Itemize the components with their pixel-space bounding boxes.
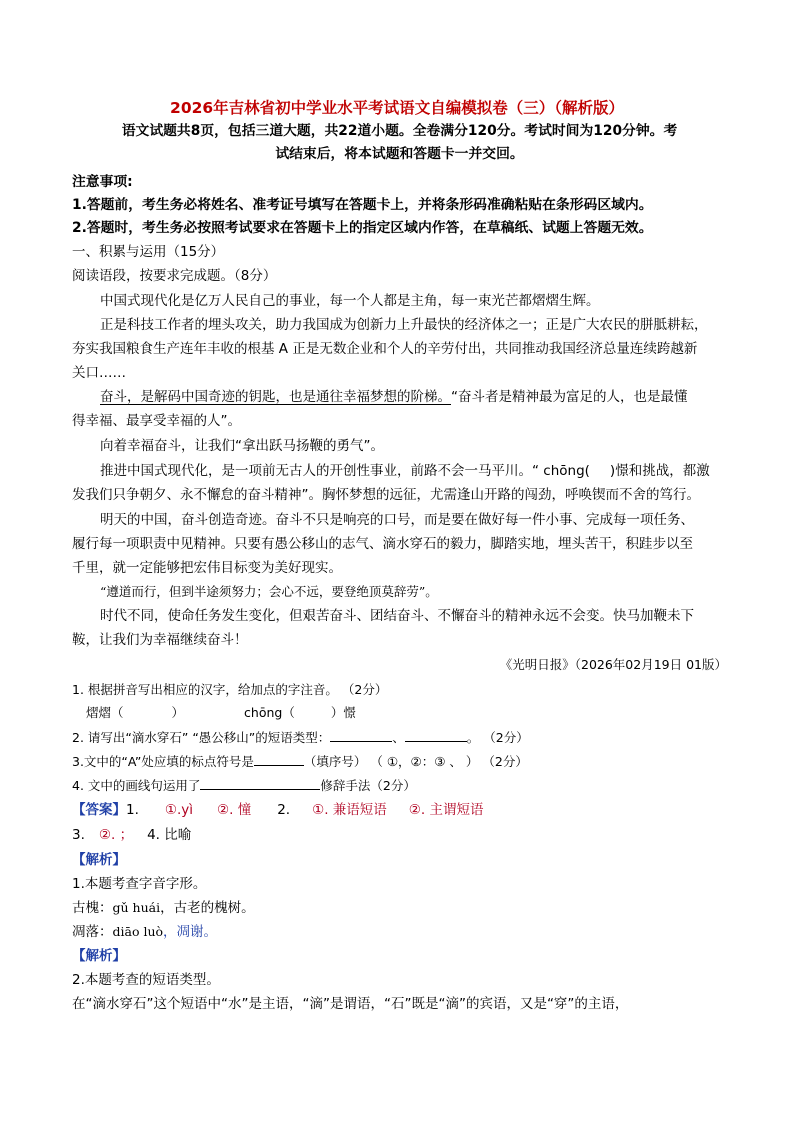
passage-quote: “遵道而行，但到半途须努力；会心不远，要登绝顶莫辞劳”。 bbox=[100, 584, 438, 599]
answer-line-2: 3. ②. ； 4. 比喻 bbox=[72, 827, 192, 843]
analysis-2-line-1: 2.本题考查的短语类型。 bbox=[72, 972, 220, 988]
passage-paragraph-1: 中国式现代化是亿万人民自己的事业，每一个人都是主角，每一束光芒都熠熠生辉。 bbox=[100, 293, 600, 309]
question-2: 2. 请写出“滴水穿石” “愚公移山”的短语类型： 、 。 （2分） bbox=[72, 727, 727, 748]
section-heading: 一、积累与运用（15分） bbox=[72, 244, 225, 260]
passage-paragraph-7a: 时代不同，使命任务发生变化，但艰苦奋斗、团结奋斗、不懈奋斗的精神永远不会变。快马加鞭未下 bbox=[100, 608, 694, 624]
page-title: 2026年吉林省初中学业水平考试语文自编模拟卷（三）（解析版） bbox=[170, 99, 624, 117]
passage-paragraph-3a: 奋斗，是解码中国奇迹的钥匙，也是通往幸福梦想的阶梯。“奋斗者是精神最为富足的人，也是最懂 bbox=[100, 389, 688, 405]
passage-paragraph-4: 向着幸福奋斗，让我们“拿出跃马扬鞭的勇气”。 bbox=[100, 438, 384, 454]
analysis-1-line-3: 凋落：diāo luò，凋谢。 bbox=[72, 924, 218, 940]
notes-item-2: 2.答题时，考生务必按照考试要求在答题卡上的指定区域内作答，在草稿纸、试题上答题无效。 bbox=[72, 220, 653, 236]
section-instruction: 阅读语段，按要求完成题。（8分） bbox=[72, 268, 277, 284]
notes-item-1: 1.答题前，考生务必将姓名、准考证号填写在答题卡上，并将条形码准确粘贴在条形码区域内。 bbox=[72, 197, 653, 213]
question-3: 3.文中的“A”处应填的标点符号是 （填序号） （ ①，②：③ 、 ） （2分） bbox=[72, 751, 727, 772]
passage-paragraph-7b: 鞍，让我们为幸福继续奋斗！ bbox=[72, 632, 248, 648]
question-1: 1. 根据拼音写出相应的汉字，给加点的字注音。 （2分） bbox=[72, 682, 388, 697]
analysis-2-line-2: 在“滴水穿石”这个短语中“水”是主语，“滴”是谓语，“石”既是“滴”的宾语，又是“穿”的主语， bbox=[72, 996, 629, 1012]
passage-paragraph-6a: 明天的中国，奋斗创造奇迹。奋斗不只是响亮的口号，而是要在做好每一件小事、完成每一项任务、 bbox=[100, 512, 694, 528]
passage-paragraph-5a: 推进中国式现代化，是一项前无古人的开创性事业，前路不会一马平川。“ chōng( )憬和挑战，都激 bbox=[100, 463, 710, 479]
analysis-label-1: 【解析】 bbox=[72, 852, 126, 868]
intro-line-1: 语文试题共8页，包括三道大题，共22道小题。全卷满分120分。考试时间为120分钟。考 bbox=[121, 123, 678, 139]
notes-heading: 注意事项: bbox=[72, 174, 133, 190]
passage-paragraph-2c: 关口…… bbox=[72, 365, 126, 381]
passage-paragraph-6c: 千里，就一定能够把宏伟目标变为美好现实。 bbox=[72, 560, 342, 576]
passage-paragraph-5b: 发我们只争朝夕、永不懈怠的奋斗精神”。胸怀梦想的远征，尤需逢山开路的闯劲，呼唤锲而不舍的笃行。 bbox=[72, 487, 700, 503]
question-4: 4. 文中的画线句运用了 修辞手法（2分） bbox=[72, 775, 727, 796]
analysis-label-2: 【解析】 bbox=[72, 948, 126, 964]
passage-paragraph-6b: 履行每一项职责中见精神。只要有愚公移山的志气、滴水穿石的毅力，脚踏实地，埋头苦干，积跬步以至 bbox=[72, 536, 693, 552]
passage-paragraph-2a: 正是科技工作者的埋头攻关，助力我国成为创新力上升最快的经济体之一；正是广大农民的胼胝耕耘， bbox=[100, 317, 708, 333]
intro-line-2: 试结束后，将本试题和答题卡一并交回。 bbox=[275, 146, 524, 162]
analysis-1-line-1: 1.本题考查字音字形。 bbox=[72, 876, 207, 892]
answer-line-1: 【答案】1. ①.yì ②. 憧 2. ①. 兼语短语 ②. 主谓短语 bbox=[72, 802, 484, 818]
answer-label: 【答案】 bbox=[72, 802, 126, 818]
underlined-sentence: 奋斗，是解码中国奇迹的钥匙，也是通往幸福梦想的阶梯。 bbox=[100, 389, 451, 405]
passage-paragraph-2b: 夯实我国粮食生产连年丰收的根基 A 正是无数企业和个人的辛劳付出，共同推动我国经济总量连续跨越新 bbox=[72, 341, 698, 357]
passage-source: 《光明日报》（2026年02月19日 01版） bbox=[499, 657, 727, 672]
passage-paragraph-3b: 得幸福、最享受幸福的人”。 bbox=[72, 413, 241, 429]
analysis-1-line-2: 古槐：gǔ huái，古老的槐树。 bbox=[72, 900, 255, 916]
question-1-blanks: 熠熠（ ） chōng（ ）憬 bbox=[86, 705, 356, 720]
